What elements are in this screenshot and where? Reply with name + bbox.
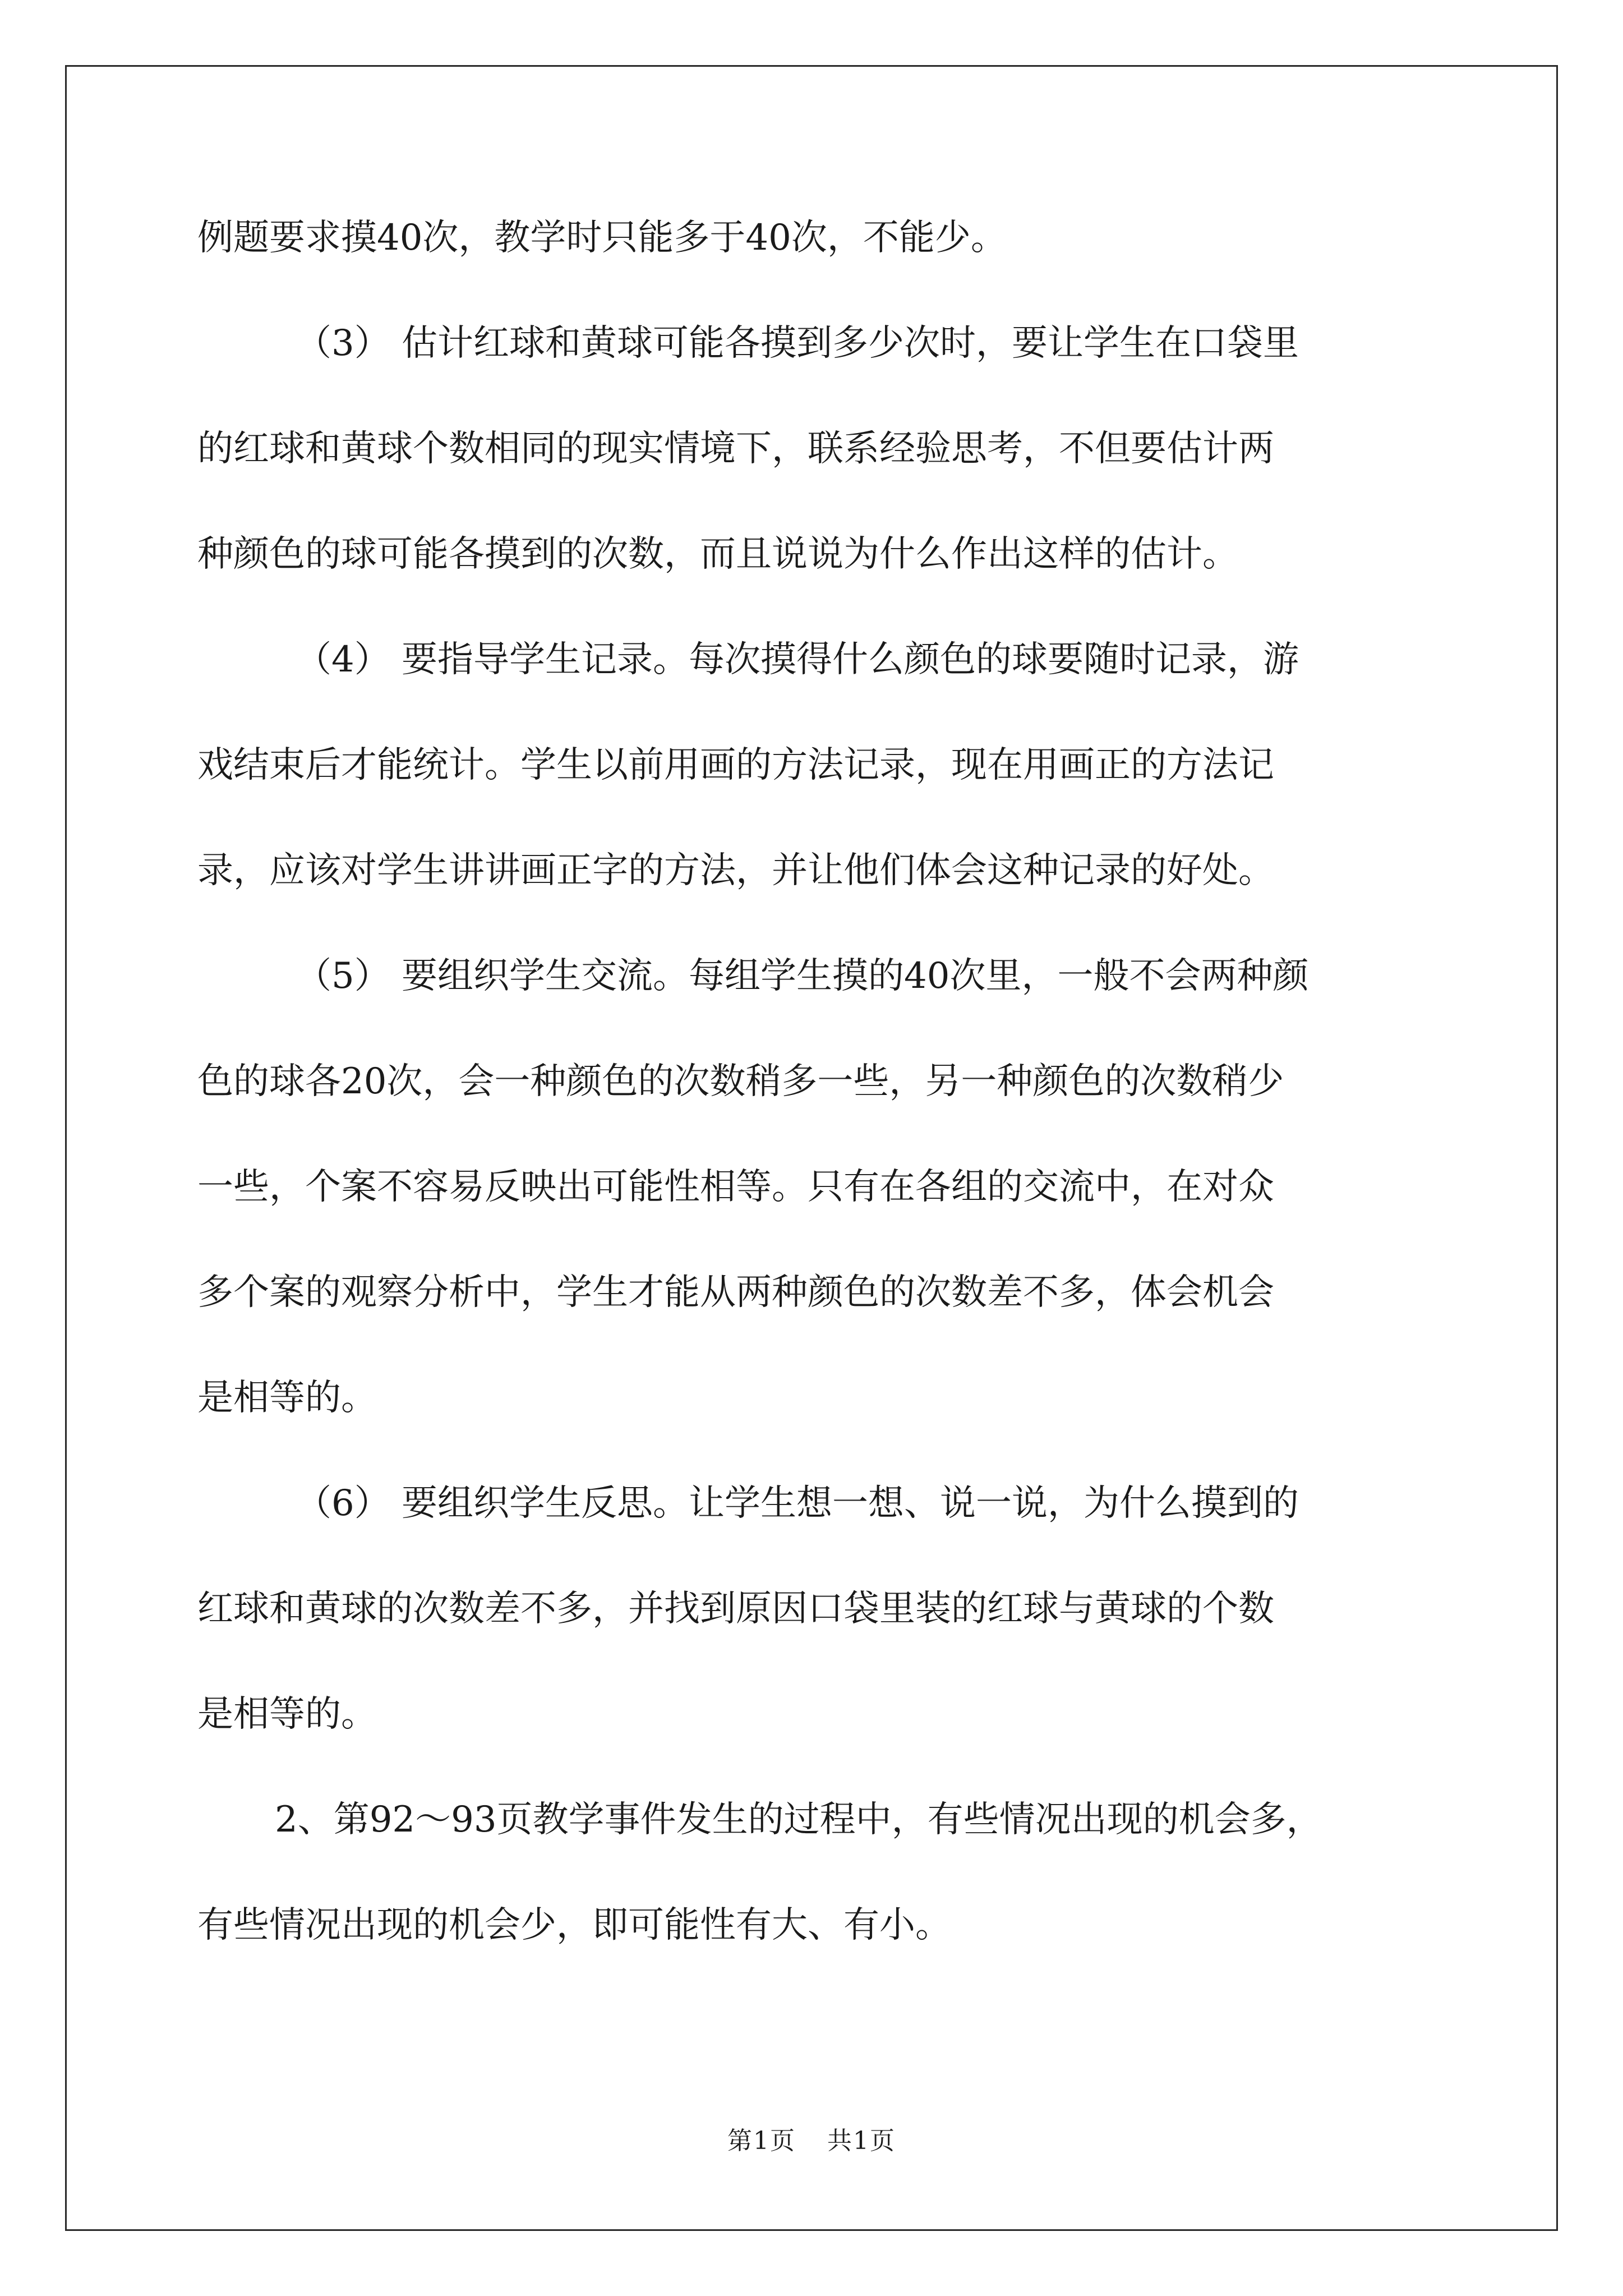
text-line: 有些情况出现的机会少，即可能性有大、有小。 [197, 1904, 951, 1946]
text-line: 录，应该对学生讲讲画正字的方法，并让他们体会这种记录的好处。 [197, 850, 1274, 891]
text-line: （6） 要组织学生反思。让学生想一想、说一说，为什么摸到的 [296, 1483, 1299, 1524]
text-line: 色的球各20次，会一种颜色的次数稍多一些，另一种颜色的次数稍少 [197, 1061, 1284, 1102]
text-line: 例题要求摸40次，教学时只能多于40次，不能少。 [197, 217, 1007, 259]
text-line: 是相等的。 [197, 1377, 377, 1419]
document-body [197, 185, 1465, 1978]
page-footer [0, 2120, 1623, 2156]
text-line: （5） 要组织学生交流。每组学生摸的40次里，一般不会两种颜 [296, 955, 1309, 997]
page-number: 第1页 [727, 2127, 796, 2155]
text-line: 2、第92～93页教学事件发生的过程中，有些情况出现的机会多， [275, 1799, 1322, 1841]
text-line: 戏结束后才能统计。学生以前用画的方法记录，现在用画正的方法记 [197, 744, 1274, 786]
text-line: 多个案的观察分析中，学生才能从两种颜色的次数差不多，体会机会 [197, 1272, 1274, 1313]
text-line: 是相等的。 [197, 1694, 377, 1735]
text-line: （4） 要指导学生记录。每次摸得什么颜色的球要随时记录，游 [296, 639, 1299, 680]
text-line: （3） 估计红球和黄球可能各摸到多少次时，要让学生在口袋里 [296, 323, 1299, 364]
text-line: 一些，个案不容易反映出可能性相等。只有在各组的交流中，在对众 [197, 1166, 1274, 1208]
total-pages: 共1页 [827, 2127, 896, 2155]
text-line: 红球和黄球的次数差不多，并找到原因口袋里装的红球与黄球的个数 [197, 1588, 1274, 1630]
text-line: 的红球和黄球个数相同的现实情境下，联系经验思考，不但要估计两 [197, 428, 1274, 470]
text-line: 种颜色的球可能各摸到的次数，而且说说为什么作出这样的估计。 [197, 533, 1238, 575]
